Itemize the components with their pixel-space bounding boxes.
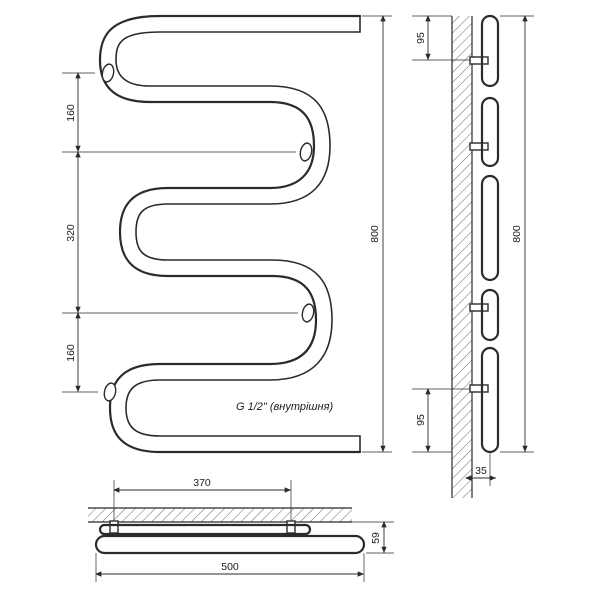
wall-hatch-top	[88, 508, 352, 522]
side-pipe-segment-1	[482, 16, 498, 86]
thread-size-label: G 1/2" (внутрішня)	[236, 401, 334, 413]
mount-fitting-upper-right	[299, 142, 314, 162]
side-pipe-segment-2	[482, 98, 498, 166]
side-pipe-segment-4	[482, 290, 498, 340]
front-view	[62, 16, 392, 452]
bracket-side-2	[470, 143, 488, 150]
wall-hatch-side-lower	[452, 452, 472, 498]
bracket-side-1	[470, 57, 488, 64]
stud-top-left	[110, 521, 118, 533]
side-pipe-segment-3	[482, 176, 498, 280]
dim-label-side-95-top: 95	[415, 32, 427, 44]
dim-label-front-800: 800	[369, 225, 381, 243]
dim-label-side-35: 35	[475, 465, 487, 477]
top-view-support-bar	[100, 525, 310, 534]
dim-label-top-500: 500	[221, 561, 239, 573]
mount-fitting-bottom-left	[103, 382, 118, 402]
dim-label-front-160-top: 160	[65, 104, 77, 122]
coil-outline-outer	[100, 16, 360, 452]
dim-label-top-370: 370	[193, 477, 211, 489]
dim-label-top-59: 59	[370, 532, 382, 544]
stud-top-right	[287, 521, 295, 533]
mount-fitting-lower-right	[301, 303, 316, 323]
bracket-side-4	[470, 385, 488, 392]
side-view	[412, 16, 534, 498]
mount-fitting-top-left	[101, 63, 116, 83]
dim-label-side-95-bottom: 95	[415, 414, 427, 426]
coil-outline-inner	[116, 32, 360, 436]
dim-label-front-160-bottom: 160	[65, 344, 77, 362]
top-view-pipe-body	[96, 536, 364, 553]
bracket-side-3	[470, 304, 488, 311]
top-view	[88, 477, 394, 582]
dim-label-side-800: 800	[511, 225, 523, 243]
wall-hatch-side	[452, 16, 472, 452]
side-pipe-segment-5	[482, 348, 498, 452]
dim-label-front-320: 320	[65, 224, 77, 242]
